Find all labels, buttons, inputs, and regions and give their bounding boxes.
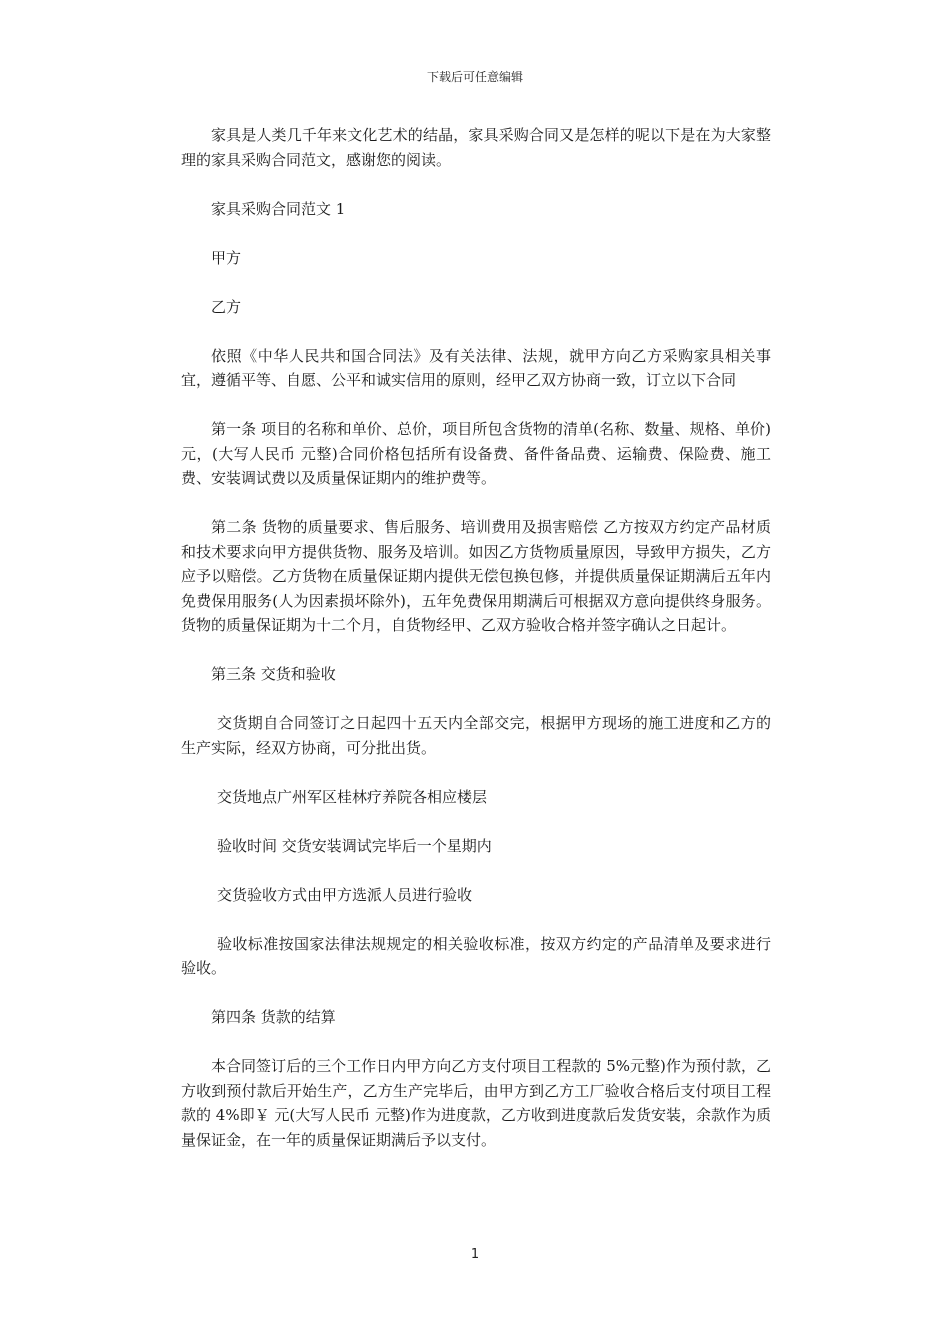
page-number: 1 [470,1247,480,1262]
article-1: 第一条 项目的名称和单价、总价，项目所包含货物的清单(名称、数量、规格、单价) 元，(大写人民币 元整)合同价格包括所有设备费、备件备品费、运输费、保险费、施工费、安装调试费以及质量保证期内的维护费等。 [181,420,802,487]
payment-terms: 本合同签订后的三个工作日内甲方向乙方支付项目工程款的 5%元整)作为预付款，乙方收到预付款后开始生产，乙方生产完毕后，由甲方到乙方工厂验收合格后支付项目工程款的 4%即￥ 元(大写人民币 元整)作为进度款，乙方收到进度款后发货安装，余款作为质量保证金，在一年的质量保证期满后予以支付。 [181,1057,771,1149]
article-4-title: 第四条 货款的结算 [211,1008,336,1026]
section-title: 家具采购合同范文 1 [211,199,346,218]
article-3-title: 第三条 交货和验收 [211,665,336,683]
party-b-label: 乙方 [211,297,242,316]
page-header: 下载后可任意编辑 [426,70,523,84]
party-a-label: 甲方 [211,248,242,267]
acceptance-standard: 验收标准按国家法律法规规定的相关验收标准，按双方约定的产品清单及要求进行验收。 [181,934,771,977]
preamble-paragraph: 依照《中华人民共和国合同法》及有关法律、法规，就甲方向乙方采购家具相关事宜，遵循平等、自愿、公平和诚实信用的原则，经甲乙双方协商一致，订立以下合同 [181,346,771,389]
delivery-period: 交货期自合同签订之日起四十五天内全部交完，根据甲方现场的施工进度和乙方的生产实际，经双方协商，可分批出货。 [181,714,771,757]
article-2: 第二条 货物的质量要求、售后服务、培训费用及损害赔偿 乙方按双方约定产品材质和技术要求向甲方提供货物、服务及培训。如因乙方货物质量原因，导致甲方损失，乙方应予以赔偿。乙方货物在质量保证期内提供无偿包换包修，并提供质量保证期满后五年内免费保用服务(人为因素损坏除外)，五年免费保用期满后可根据双方意向提供终身服务。 货物的质量保证期为十二个月，自货物经甲、乙双方验收合格并签字确认之日起计。 [181,518,771,634]
acceptance-method: 交货验收方式由甲方选派人员进行验收 [217,885,473,904]
document-body [181,123,802,1152]
intro-paragraph: 家具是人类几千年来文化艺术的结晶，家具采购合同又是怎样的呢以下是在为大家整理的家具采购合同范文，感谢您的阅读。 [181,126,771,169]
delivery-location: 交货地点广州军区桂林疗养院各相应楼层 [217,787,488,806]
acceptance-time: 验收时间 交货安装调试完毕后一个星期内 [217,836,492,855]
